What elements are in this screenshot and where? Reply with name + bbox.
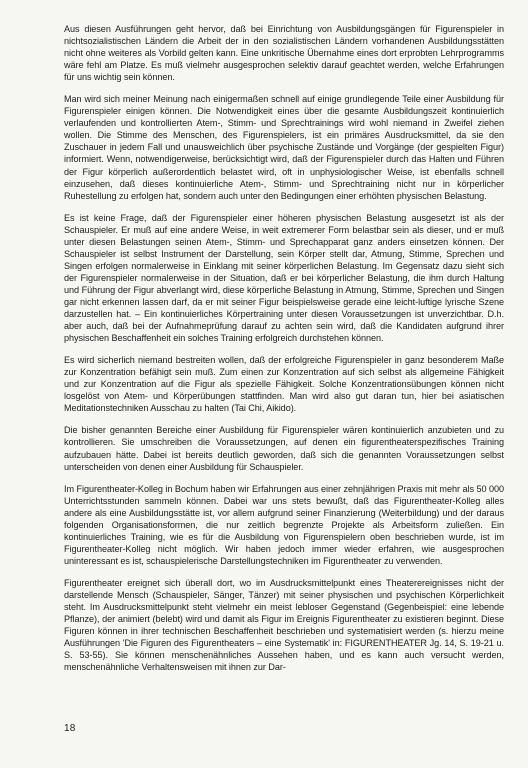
paragraph: Es wird sicherlich niemand bestreiten wollen, daß der erfolgreiche Figurenspieler in ganz besonderem Maße zur Konzentration befähigt sein muß. Zum einen zur Konzentration auf sich selbst als allgemeine Fähigkeit und zur Konzentration auf die Figur als spezielle Fähigkeit. Solche Konzentrationsübungen können nicht losgelöst von Atem- und Körperübungen stattfinden. Man wird also gut daran tun, hier bei asiatischen Meditationstechniken Ausschau zu halten (Tai Chi, Aikido). (64, 355, 504, 414)
paragraph: Die bisher genannten Bereiche einer Ausbildung für Figurenspieler wären kontinuierlich anzubieten und zu kontrollieren. Sie umschreiben die Voraussetzungen, auf denen ein figurentheaterspezifisches Training aufzubauen hätte. Dabei ist bereits deutlich geworden, daß sich die genannten Voraussetzungen selbst unterscheiden von denen einer Ausbildung für Schauspieler. (64, 425, 504, 472)
paragraph: Es ist keine Frage, daß der Figurenspieler einer höheren physischen Belastung ausgesetzt ist als der Schauspieler. Er muß auf eine andere Weise, in weit extremerer Form belastbar sein als dieser, und er muß unter diesen Belastungen seinen Atem-, Stimm- und Sprechapparat ganz anders einsetzen können. Der Schauspieler ist selbst Instrument der Darstellung, sein Körper stellt dar, Atmung, Stimme, Sprechen und Singen erfolgen normalerweise in Einklang mit seiner körperlichen Belastung. Im Gegensatz dazu sieht sich der Figurenspieler normalerweise in der Situation, daß er bei körperlicher Belastung, die ihm durch Haltung und Führung der Figur abverlangt wird, diese körperliche Belastung in Atmung, Stimme, Sprechen und Singen gar nicht erkennen lassen darf, da er mit seiner Figur beispielsweise gerade eine leicht-luftige lyrische Szene darzustellen hat. – Ein kontinuierliches Körpertraining unter diesen Voraussetzungen ist unverzichtbar. D.h. aber auch, daß bei der Aufnahmeprüfung darauf zu achten sein wird, daß die Kandidaten aufgrund ihrer physischen Beschaffenheit ein solches Training erfolgreich durchstehen können. (64, 212, 504, 344)
paragraph: Aus diesen Ausführungen geht hervor, daß bei Einrichtung von Ausbildungsgängen für Figurenspieler in nichtsozialistischen Ländern die Arbeit der in den sozialistischen Ländern vorhandenen Ausbildungsstätten nicht ohne weiteres als Vorbild gelten kann. Eine unkritische Übernahme eines dort erprobten Lehrprogramms wäre fehl am Platze. Es muß vielmehr ausgesprochen selektiv darauf geachtet werden, welche Erfahrungen für uns wichtig sein können. (64, 24, 504, 83)
page-number: 18 (64, 723, 76, 734)
paragraph: Man wird sich meiner Meinung nach einigermaßen schnell auf einige grundlegende Teile einer Ausbildung für Figurenspieler einigen können. Die Notwendigkeit eines über die gesamte Ausbildungszeit kontinuierlich verlaufenden und kontrollierten Atem-, Stimm- und Sprechtrainings wird wohl niemand in Zweifel ziehen wollen. Die Stimme des Menschen, des Figurenspielers, ist ein primäres Ausdrucksmittel, da sie den Zuschauer in jedem Fall und unausweichlich über psychische Zustände und Vorgänge (der gespielten Figur) informiert. Wenn, notwendigerweise, berücksichtigt wird, daß der Figurenspieler durch das Halten und Führen der Figur körperlich außerordentlich belastet wird, oft in unphysiologischer Weise, ist ebenfalls schnell einzusehen, daß dieses kontinuierliche Atem-, Stimm- und Sprechtraining nicht nur in körperlicher Ruhestellung zu erfolgen hat, sondern auch unter den Bedingungen einer erhöhten physischen Belastung. (64, 94, 504, 201)
paragraph: Figurentheater ereignet sich überall dort, wo im Ausdrucksmittelpunkt eines Theaterereignisses nicht der darstellende Mensch (Schauspieler, Sänger, Tänzer) mit seiner physischen und psychischen Körperlichkeit steht. Im Ausdrucksmittelpunkt steht vielmehr ein meist lebloser Gegenstand (Gegenbeispiel: eine lebende Pflanze), der animiert (belebt) wird und damit als Figur im Ereignis Figurentheater zu existieren beginnt. Diese Figuren können in ihrer technischen Beschaffenheit beschrieben und systematisiert werden (s. hierzu meine Ausführungen 'Die Figuren des Figurentheaters – eine Systematik' in: FIGURENTHEATER Jg. 14, S. 19-21 u. S. 53-55). Sie können menschenähnliches Aussehen haben, und es kann auch versucht werden, menschenähnliche Verhaltensweisen mit ihnen zur Dar- (64, 577, 504, 673)
body-text (64, 23, 504, 673)
paragraph: Im Figurentheater-Kolleg in Bochum haben wir Erfahrungen aus einer zehnjährigen Praxis mit mehr als 50 000 Unterrichtsstunden sammeln können. Dabei war uns stets bewußt, daß das Figurentheater-Kolleg alles andere als eine Ausbildungsstätte ist, vor allem aufgrund seiner Finanzierung (Weiterbildung) und der daraus folgenden Organisationsformen, die nur zeitlich begrenzte Projekte als Arbeitsform zuließen. Ein kontinuierliches Training, wie es für die Ausbildung von Figurenspielern oben beschrieben wurde, ist im Figurentheater-Kolleg nicht möglich. Wir haben jedoch immer wieder erfahren, wie ausgesprochen uninteressant es ist, schauspielerische Darstellungstechniken im Figurentheater zu verwenden. (64, 483, 504, 566)
